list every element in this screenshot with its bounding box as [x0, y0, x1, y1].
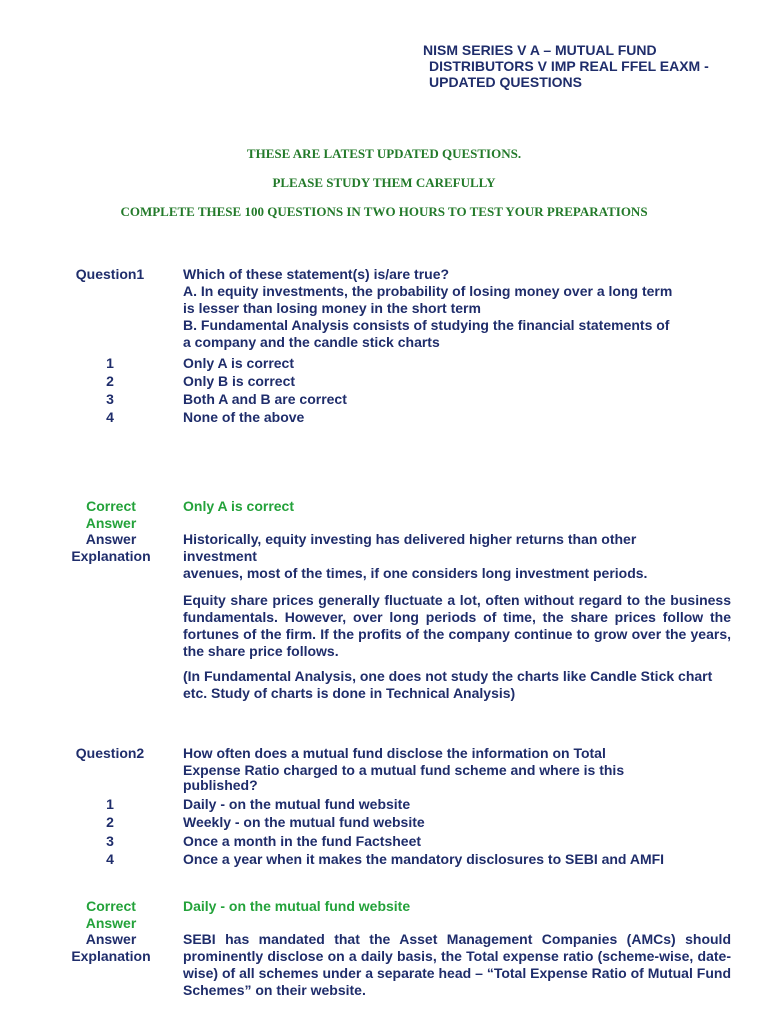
q1-option-3: Both A and B are correct [183, 391, 347, 407]
intro-line-2: PLEASE STUDY THEM CAREFULLY [272, 175, 496, 190]
explanation-word: Explanation [71, 548, 151, 564]
statement-a: A. In equity investments, the probability of losing money over a long term [183, 283, 673, 299]
q2-correct-answer-label [71, 898, 151, 932]
q1-correct-answer: Only A is correct [183, 498, 295, 514]
q2-option-3: Once a month in the fund Factsheet [183, 833, 422, 849]
q1-option-1-number: 1 [106, 355, 114, 371]
q1-option-2-number: 2 [106, 373, 114, 389]
answer-word-2: Answer [85, 531, 137, 547]
q1-explanation-p2: Equity share prices generally fluctuate a lot, often without regard to the business fundamentals. However, over long periods of time, the share prices follow the fortunes of the firm. If the profits of the company continue to grow over the years, the share price follows. [183, 592, 731, 659]
q2-option-2-number: 2 [106, 814, 114, 830]
intro-line-3: COMPLETE THESE 100 QUESTIONS IN TWO HOURS TO TEST YOUR PREPARATIONS [120, 204, 648, 219]
q2-option-4-number: 4 [106, 851, 114, 867]
q1-exp-line-3: avenues, most of the times, if one considers long investment periods. [183, 565, 648, 581]
question-2-label: Question2 [75, 745, 145, 761]
q2-correct-answer: Daily - on the mutual fund website [183, 898, 411, 914]
q1-explanation-p3: (In Fundamental Analysis, one does not study the charts like Candle Stick chart etc. Study of charts is done in Technical Analysis) [183, 668, 713, 701]
q2-option-2: Weekly - on the mutual fund website [183, 814, 425, 830]
q2-stem-line-2: Expense Ratio charged to a mutual fund scheme and where is this [183, 762, 625, 778]
question-1-stem-text: Which of these statement(s) is/are true? [183, 266, 450, 282]
q2-stem-line-3: published? [183, 777, 258, 793]
header-line-1: NISM SERIES V A – MUTUAL FUND [423, 42, 657, 58]
question-2-stem [183, 745, 731, 791]
q1-option-1: Only A is correct [183, 355, 295, 371]
q2-explanation: SEBI has mandated that the Asset Management Companies (AMCs) should prominently disclose on a daily basis, the Total expense ratio (scheme-wise, date- wise) of all schemes under a separate head – “Total Expense Ratio of Mutual Fund Schemes” on their website. [183, 931, 731, 998]
document-header [423, 42, 753, 90]
answer-word-4: Answer [85, 931, 137, 947]
q2-option-1: Daily - on the mutual fund website [183, 796, 411, 812]
q1-explanation-p1 [183, 531, 731, 582]
correct-word: Correct [86, 498, 136, 514]
correct-word-2: Correct [86, 898, 136, 914]
answer-word-3: Answer [85, 915, 137, 931]
q1-exp-line-1: Historically, equity investing has delivered higher returns than other [183, 531, 637, 547]
q1-option-2: Only B is correct [183, 373, 296, 389]
q1-answer-explanation-label [71, 531, 151, 565]
explanation-word-2: Explanation [71, 948, 151, 964]
intro-line-1: THESE ARE LATEST UPDATED QUESTIONS. [246, 146, 522, 161]
statement-b: B. Fundamental Analysis consists of studying the financial statements of [183, 317, 670, 333]
q2-option-4: Once a year when it makes the mandatory disclosures to SEBI and AMFI [183, 851, 665, 867]
q1-correct-answer-label [71, 498, 151, 532]
q2-stem-line-1: How often does a mutual fund disclose the information on Total [183, 745, 606, 761]
q1-option-4: None of the above [183, 409, 305, 425]
q2-option-3-number: 3 [106, 833, 114, 849]
header-line-3: UPDATED QUESTIONS [429, 74, 582, 90]
q2-answer-explanation-label [71, 931, 151, 965]
header-line-2: DISTRIBUTORS V IMP REAL FFEL EAXM - [429, 58, 709, 74]
q1-option-4-number: 4 [106, 409, 114, 425]
answer-word: Answer [85, 515, 137, 531]
statement-b-cont: a company and the candle stick charts [183, 334, 440, 350]
question-1-stem [183, 266, 731, 351]
q1-option-3-number: 3 [106, 391, 114, 407]
question-1-label: Question1 [75, 266, 145, 282]
statement-a-cont: is lesser than losing money in the short term [183, 300, 481, 316]
q2-option-1-number: 1 [106, 796, 114, 812]
q1-exp-line-2: investment [183, 548, 257, 564]
